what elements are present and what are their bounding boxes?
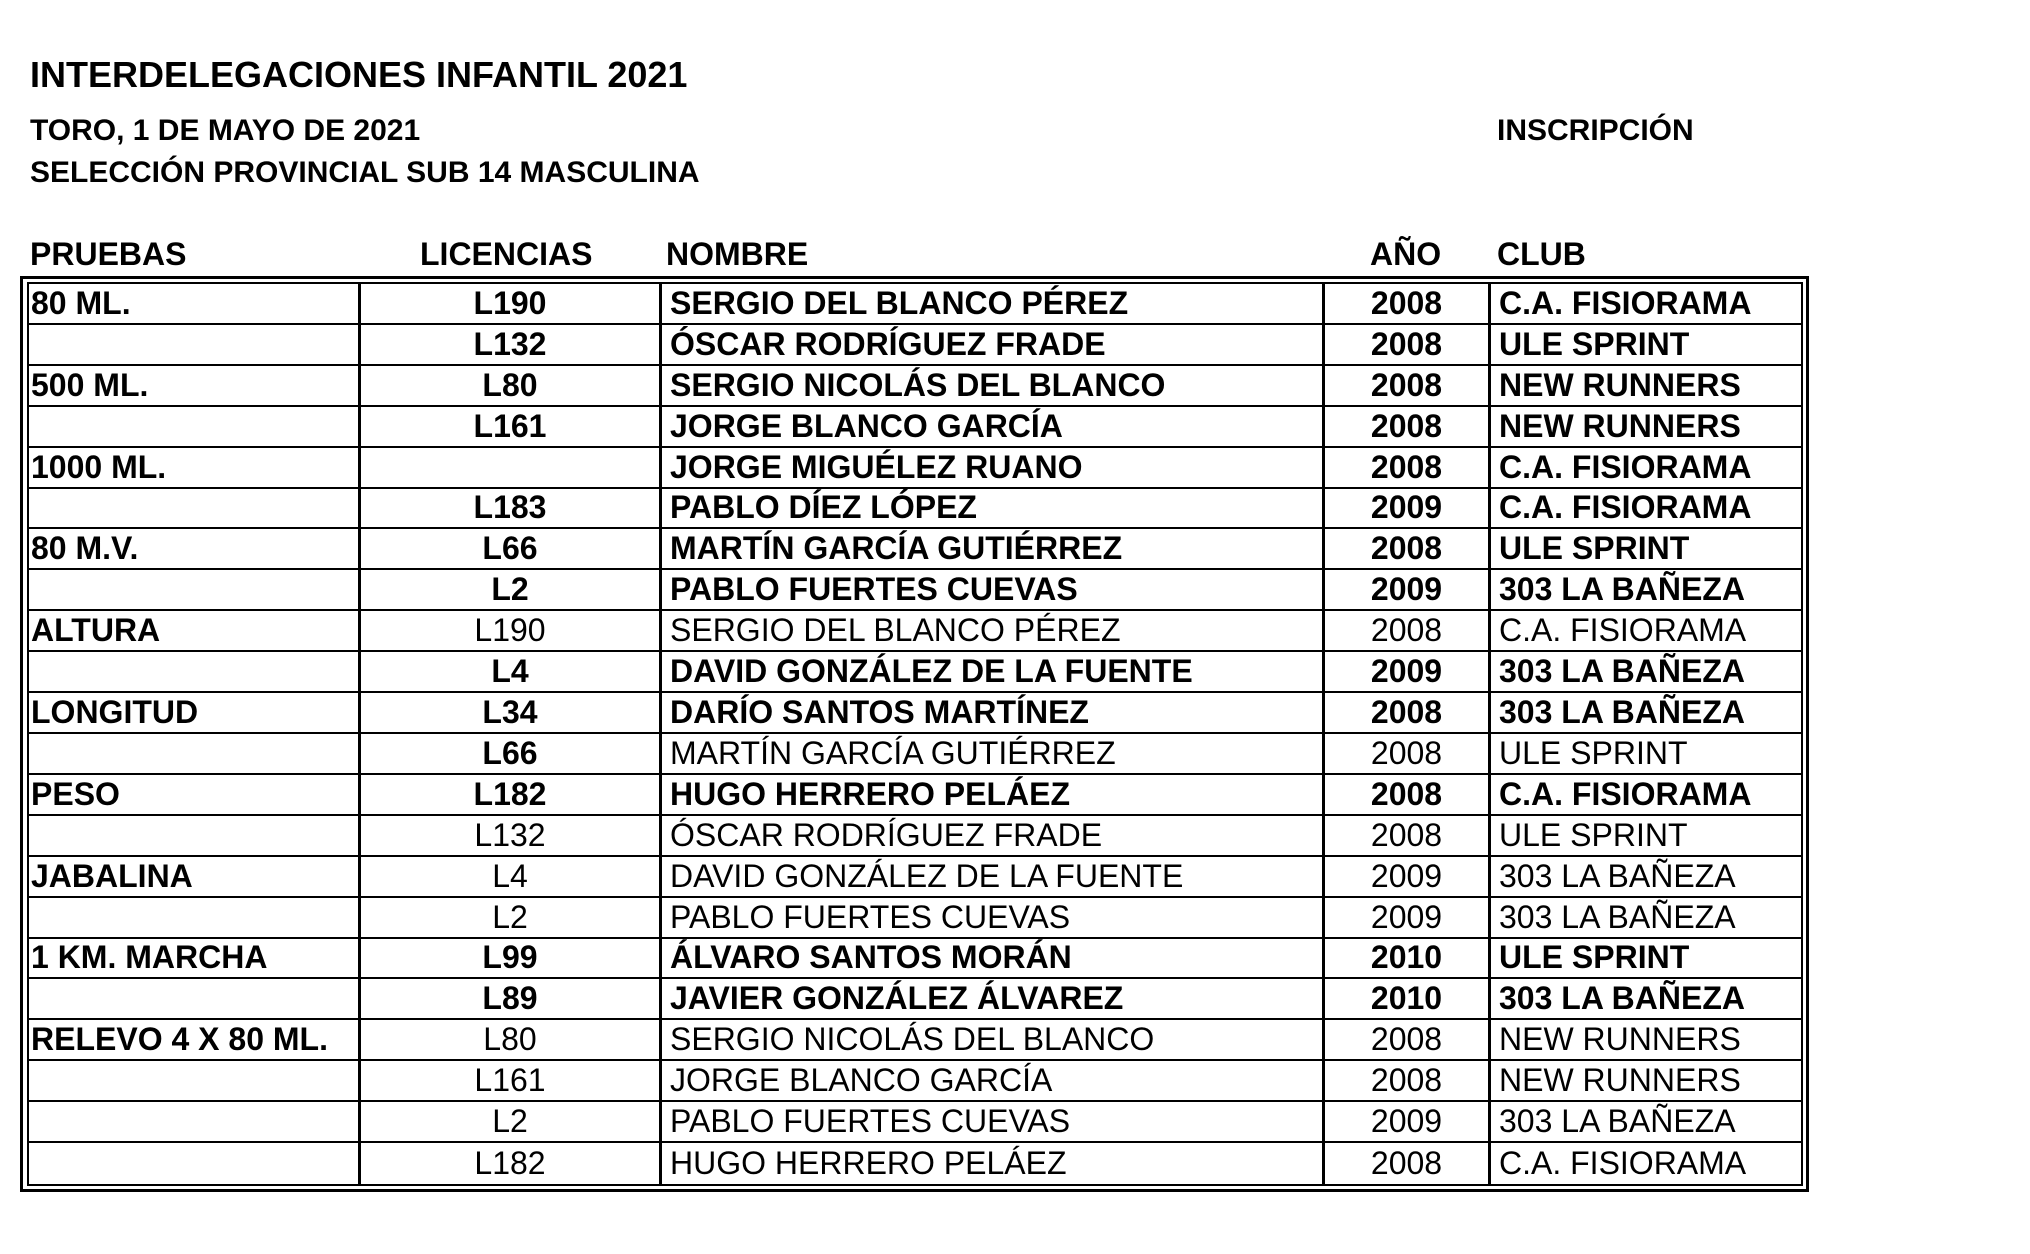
table-row bbox=[29, 448, 1801, 489]
cell-anio: 2009 bbox=[1322, 489, 1488, 528]
cell-anio: 2009 bbox=[1322, 570, 1488, 609]
table-row bbox=[29, 1020, 1801, 1061]
cell-prueba: JABALINA bbox=[31, 857, 193, 894]
cell-prueba bbox=[29, 407, 358, 446]
cell-club: C.A. FISIORAMA bbox=[1488, 284, 1801, 323]
cell-licencia: L183 bbox=[358, 489, 659, 528]
cell-prueba bbox=[29, 489, 358, 528]
document-title: INTERDELEGACIONES INFANTIL 2021 bbox=[30, 54, 688, 95]
cell-anio: 2009 bbox=[1322, 1102, 1488, 1141]
cell-nombre: MARTÍN GARCÍA GUTIÉRREZ bbox=[659, 529, 1322, 568]
cell-nombre: JORGE BLANCO GARCÍA bbox=[659, 407, 1322, 446]
cell-club: 303 LA BAÑEZA bbox=[1488, 857, 1801, 896]
table-row bbox=[29, 366, 1801, 407]
cell-club: C.A. FISIORAMA bbox=[1488, 489, 1801, 528]
cell-nombre: SERGIO DEL BLANCO PÉREZ bbox=[659, 611, 1322, 650]
cell-club: 303 LA BAÑEZA bbox=[1488, 898, 1801, 937]
cell-licencia: L182 bbox=[358, 1143, 659, 1184]
cell-nombre: HUGO HERRERO PELÁEZ bbox=[659, 1143, 1322, 1184]
cell-prueba bbox=[29, 734, 358, 773]
cell-nombre: PABLO FUERTES CUEVAS bbox=[659, 1102, 1322, 1141]
cell-anio: 2010 bbox=[1322, 979, 1488, 1018]
cell-licencia: L34 bbox=[358, 693, 659, 732]
cell-anio: 2008 bbox=[1322, 816, 1488, 855]
cell-nombre: MARTÍN GARCÍA GUTIÉRREZ bbox=[659, 734, 1322, 773]
cell-club: ULE SPRINT bbox=[1488, 734, 1801, 773]
table-row bbox=[29, 1102, 1801, 1143]
table-row bbox=[29, 1061, 1801, 1102]
cell-nombre: JAVIER GONZÁLEZ ÁLVAREZ bbox=[659, 979, 1322, 1018]
cell-licencia: L66 bbox=[358, 529, 659, 568]
table-row bbox=[29, 489, 1801, 530]
cell-anio: 2008 bbox=[1322, 1143, 1488, 1184]
cell-club: ULE SPRINT bbox=[1488, 939, 1801, 978]
cell-prueba bbox=[29, 1061, 358, 1100]
cell-licencia: L66 bbox=[358, 734, 659, 773]
cell-anio: 2008 bbox=[1322, 448, 1488, 487]
cell-nombre: PABLO DÍEZ LÓPEZ bbox=[659, 489, 1322, 528]
cell-licencia: L161 bbox=[358, 1061, 659, 1100]
selection-title: SELECCIÓN PROVINCIAL SUB 14 MASCULINA bbox=[30, 156, 700, 189]
cell-nombre: ÓSCAR RODRÍGUEZ FRADE bbox=[659, 816, 1322, 855]
cell-anio: 2008 bbox=[1322, 693, 1488, 732]
cell-club: NEW RUNNERS bbox=[1488, 1020, 1801, 1059]
cell-club: ULE SPRINT bbox=[1488, 325, 1801, 364]
cell-club: C.A. FISIORAMA bbox=[1488, 448, 1801, 487]
cell-prueba bbox=[29, 979, 358, 1018]
cell-nombre: JORGE MIGUÉLEZ RUANO bbox=[659, 448, 1322, 487]
table-row bbox=[29, 857, 1801, 898]
cell-anio: 2008 bbox=[1322, 325, 1488, 364]
cell-prueba: PESO bbox=[31, 775, 120, 812]
cell-prueba bbox=[29, 1102, 358, 1141]
table-row bbox=[29, 939, 1801, 980]
cell-anio: 2008 bbox=[1322, 1020, 1488, 1059]
cell-club: 303 LA BAÑEZA bbox=[1488, 979, 1801, 1018]
table-row bbox=[29, 898, 1801, 939]
cell-nombre: PABLO FUERTES CUEVAS bbox=[659, 898, 1322, 937]
cell-licencia: L2 bbox=[358, 570, 659, 609]
cell-licencia: L190 bbox=[358, 284, 659, 323]
cell-nombre: ÓSCAR RODRÍGUEZ FRADE bbox=[659, 325, 1322, 364]
cell-prueba bbox=[29, 652, 358, 691]
cell-anio: 2008 bbox=[1322, 734, 1488, 773]
cell-prueba: 80 ML. bbox=[31, 284, 131, 321]
cell-licencia: L80 bbox=[358, 1020, 659, 1059]
cell-licencia: L182 bbox=[358, 775, 659, 814]
cell-prueba: 500 ML. bbox=[31, 366, 149, 403]
cell-anio: 2009 bbox=[1322, 652, 1488, 691]
cell-club: NEW RUNNERS bbox=[1488, 366, 1801, 405]
cell-prueba bbox=[29, 898, 358, 937]
table-row bbox=[29, 407, 1801, 448]
table-row bbox=[29, 1143, 1801, 1184]
column-header-nombre: NOMBRE bbox=[666, 236, 809, 272]
table-row bbox=[29, 775, 1801, 816]
cell-club: NEW RUNNERS bbox=[1488, 1061, 1801, 1100]
cell-prueba bbox=[29, 570, 358, 609]
cell-nombre: SERGIO NICOLÁS DEL BLANCO bbox=[659, 1020, 1322, 1059]
table-row bbox=[29, 570, 1801, 611]
cell-club: ULE SPRINT bbox=[1488, 529, 1801, 568]
cell-prueba: 1000 ML. bbox=[31, 448, 167, 485]
column-header-anio: AÑO bbox=[1370, 236, 1442, 272]
location-date: TORO, 1 DE MAYO DE 2021 bbox=[30, 114, 421, 147]
cell-anio: 2008 bbox=[1322, 407, 1488, 446]
cell-licencia: L4 bbox=[358, 652, 659, 691]
cell-club: 303 LA BAÑEZA bbox=[1488, 652, 1801, 691]
column-header-club: CLUB bbox=[1497, 236, 1586, 272]
cell-club: ULE SPRINT bbox=[1488, 816, 1801, 855]
table-row bbox=[29, 284, 1801, 325]
cell-nombre: DARÍO SANTOS MARTÍNEZ bbox=[659, 693, 1322, 732]
table-row bbox=[29, 693, 1801, 734]
cell-anio: 2009 bbox=[1322, 898, 1488, 937]
cell-licencia bbox=[358, 448, 659, 487]
cell-nombre: HUGO HERRERO PELÁEZ bbox=[659, 775, 1322, 814]
cell-licencia: L132 bbox=[358, 325, 659, 364]
table-row bbox=[29, 611, 1801, 652]
cell-club: C.A. FISIORAMA bbox=[1488, 611, 1801, 650]
cell-nombre: ÁLVARO SANTOS MORÁN bbox=[659, 939, 1322, 978]
cell-anio: 2010 bbox=[1322, 939, 1488, 978]
cell-anio: 2008 bbox=[1322, 284, 1488, 323]
inscription-label: INSCRIPCIÓN bbox=[1497, 114, 1694, 147]
cell-nombre: SERGIO DEL BLANCO PÉREZ bbox=[659, 284, 1322, 323]
cell-prueba: RELEVO 4 X 80 ML. bbox=[31, 1021, 328, 1058]
table-row bbox=[29, 979, 1801, 1020]
cell-prueba bbox=[29, 1143, 358, 1184]
table-row bbox=[29, 734, 1801, 775]
cell-licencia: L2 bbox=[358, 1102, 659, 1141]
cell-licencia: L132 bbox=[358, 816, 659, 855]
cell-club: NEW RUNNERS bbox=[1488, 407, 1801, 446]
cell-licencia: L89 bbox=[358, 979, 659, 1018]
table-row bbox=[29, 652, 1801, 693]
table-row bbox=[29, 529, 1801, 570]
cell-prueba: ALTURA bbox=[31, 612, 161, 649]
column-header-licencias: LICENCIAS bbox=[420, 236, 593, 272]
table-row bbox=[29, 816, 1801, 857]
cell-licencia: L99 bbox=[358, 939, 659, 978]
cell-prueba: 80 M.V. bbox=[31, 530, 139, 567]
registration-table bbox=[29, 284, 1801, 1184]
table-row bbox=[29, 325, 1801, 366]
cell-prueba bbox=[29, 816, 358, 855]
cell-nombre: DAVID GONZÁLEZ DE LA FUENTE bbox=[659, 652, 1322, 691]
cell-nombre: PABLO FUERTES CUEVAS bbox=[659, 570, 1322, 609]
cell-prueba: LONGITUD bbox=[31, 694, 199, 731]
cell-licencia: L161 bbox=[358, 407, 659, 446]
cell-club: C.A. FISIORAMA bbox=[1488, 775, 1801, 814]
cell-licencia: L2 bbox=[358, 898, 659, 937]
cell-anio: 2009 bbox=[1322, 857, 1488, 896]
cell-club: 303 LA BAÑEZA bbox=[1488, 1102, 1801, 1141]
cell-prueba bbox=[29, 325, 358, 364]
cell-club: 303 LA BAÑEZA bbox=[1488, 570, 1801, 609]
cell-nombre: DAVID GONZÁLEZ DE LA FUENTE bbox=[659, 857, 1322, 896]
cell-licencia: L190 bbox=[358, 611, 659, 650]
cell-anio: 2008 bbox=[1322, 611, 1488, 650]
cell-club: C.A. FISIORAMA bbox=[1488, 1143, 1801, 1184]
cell-anio: 2008 bbox=[1322, 775, 1488, 814]
cell-anio: 2008 bbox=[1322, 1061, 1488, 1100]
cell-club: 303 LA BAÑEZA bbox=[1488, 693, 1801, 732]
cell-licencia: L80 bbox=[358, 366, 659, 405]
cell-anio: 2008 bbox=[1322, 529, 1488, 568]
cell-prueba: 1 KM. MARCHA bbox=[31, 939, 268, 976]
cell-licencia: L4 bbox=[358, 857, 659, 896]
cell-nombre: SERGIO NICOLÁS DEL BLANCO bbox=[659, 366, 1322, 405]
column-header-pruebas: PRUEBAS bbox=[30, 236, 187, 272]
cell-nombre: JORGE BLANCO GARCÍA bbox=[659, 1061, 1322, 1100]
cell-anio: 2008 bbox=[1322, 366, 1488, 405]
